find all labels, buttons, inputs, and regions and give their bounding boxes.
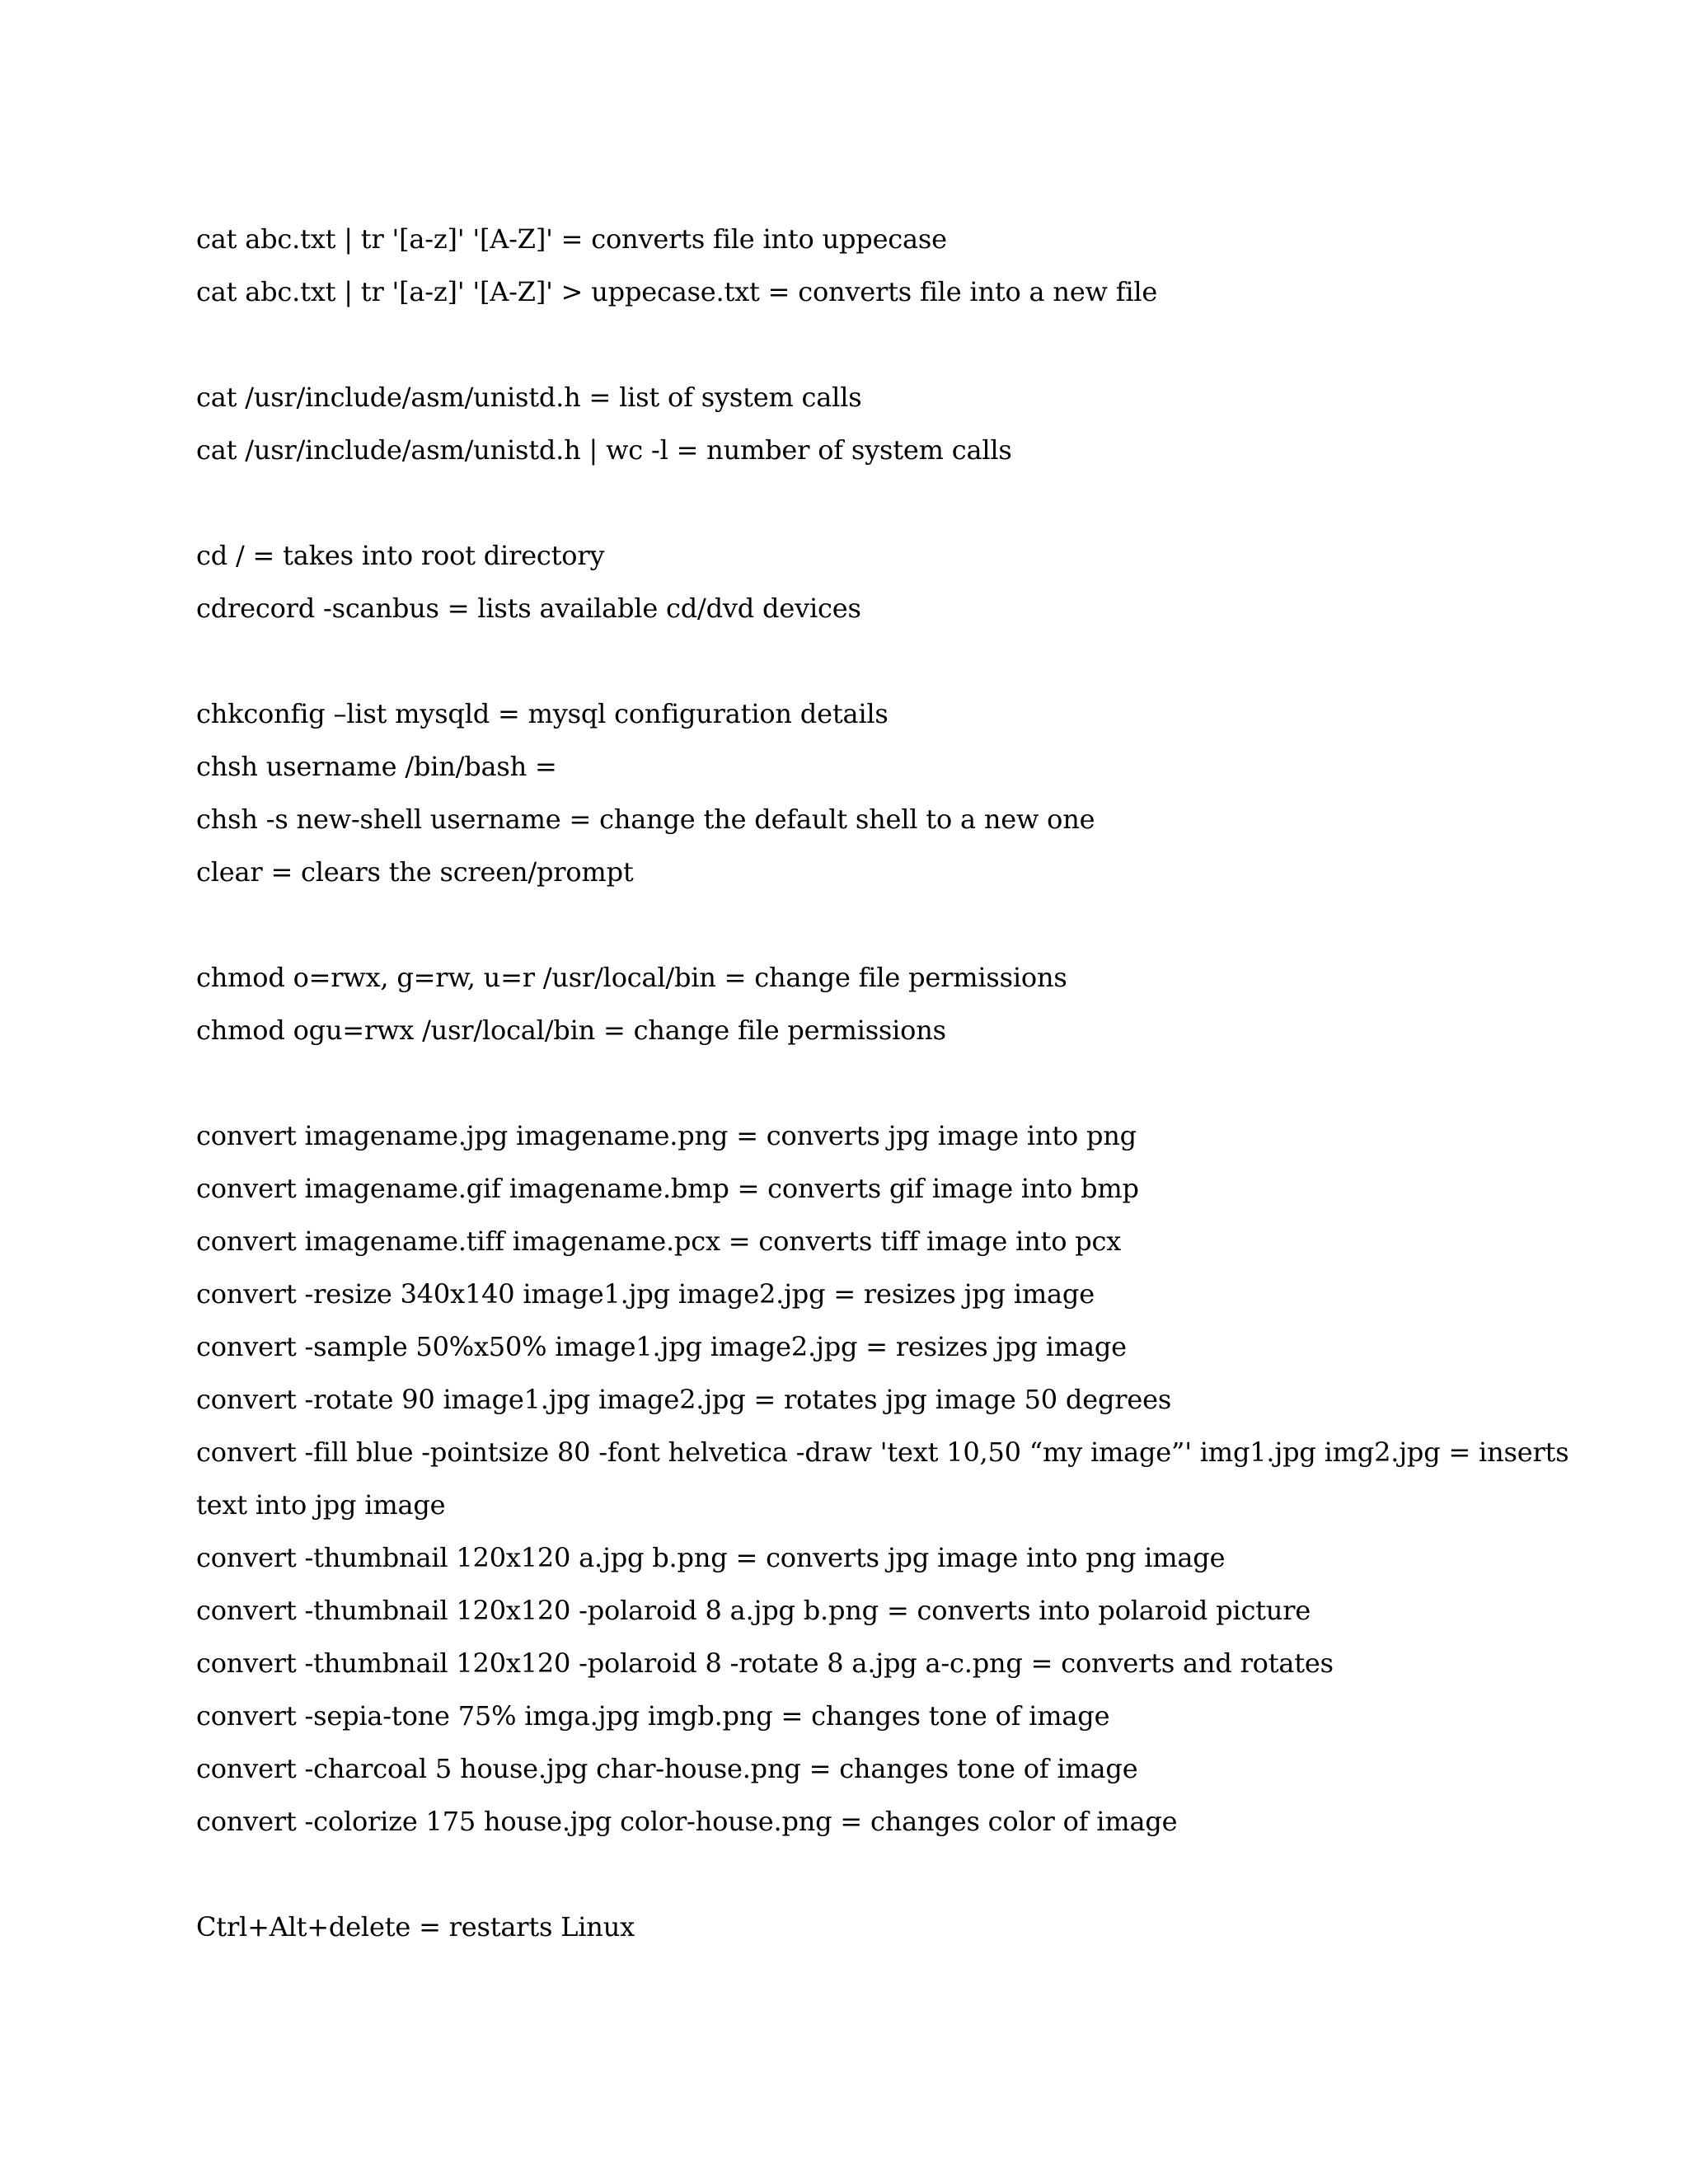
text-line: convert -sample 50%x50% image1.jpg image2.jpg = resizes jpg image [196, 1331, 1127, 1362]
text-line: clear = clears the screen/prompt [196, 856, 634, 888]
text-line: convert -thumbnail 120x120 a.jpg b.png = converts jpg image into png image [196, 1542, 1226, 1573]
text-line: convert -sepia-tone 75% imga.jpg imgb.png = changes tone of image [196, 1700, 1110, 1732]
text-line: chkconfig –list mysqld = mysql configuration details [196, 698, 889, 729]
text-line: cat /usr/include/asm/unistd.h = list of system calls [196, 382, 862, 413]
text-line: chsh -s new-shell username = change the default shell to a new one [196, 804, 1095, 835]
text-line: convert -rotate 90 image1.jpg image2.jpg = rotates jpg image 50 degrees [196, 1384, 1172, 1415]
group-chmod [196, 951, 1498, 1057]
group-ctrl-alt-delete [196, 1900, 1498, 1953]
group-chkconfig-chsh-clear [196, 687, 1498, 898]
text-line: convert -resize 340x140 image1.jpg image2.jpg = resizes jpg image [196, 1278, 1095, 1310]
text-line: convert imagename.gif imagename.bmp = converts gif image into bmp [196, 1173, 1139, 1204]
text-line: chsh username /bin/bash = [196, 751, 557, 782]
text-line: convert -thumbnail 120x120 -polaroid 8 a.jpg b.png = converts into polaroid picture [196, 1595, 1311, 1626]
group-cat-tr [196, 213, 1498, 318]
text-line: cat abc.txt | tr '[a-z]' '[A-Z]' > uppecase.txt = converts file into a new file [196, 276, 1158, 307]
text-line: Ctrl+Alt+delete = restarts Linux [196, 1911, 635, 1943]
text-line: convert -colorize 175 house.jpg color-house.png = changes color of image [196, 1806, 1178, 1837]
group-cd [196, 529, 1498, 635]
text-line: convert -fill blue -pointsize 80 -font helvetica -draw 'text 10,50 “my image”' img1.jpg img2.jpg = inserts [196, 1436, 1569, 1468]
text-line: convert -thumbnail 120x120 -polaroid 8 -rotate 8 a.jpg a-c.png = converts and rotates [196, 1647, 1334, 1679]
text-line: convert imagename.tiff imagename.pcx = converts tiff image into pcx [196, 1226, 1122, 1257]
text-line: text into jpg image [196, 1489, 446, 1521]
text-line: chmod o=rwx, g=rw, u=r /usr/local/bin = change file permissions [196, 962, 1067, 993]
text-line: cat abc.txt | tr '[a-z]' '[A-Z]' = converts file into uppecase [196, 223, 947, 255]
text-line: convert imagename.jpg imagename.png = converts jpg image into png [196, 1120, 1137, 1151]
group-cat-unistd [196, 371, 1498, 476]
text-line: convert -charcoal 5 house.jpg char-house.png = changes tone of image [196, 1753, 1138, 1784]
text-line: cdrecord -scanbus = lists available cd/dvd devices [196, 593, 861, 624]
text-line: cd / = takes into root directory [196, 540, 605, 571]
group-convert [196, 1109, 1569, 1848]
text-line: cat /usr/include/asm/unistd.h | wc -l = number of system calls [196, 434, 1012, 466]
text-line: chmod ogu=rwx /usr/local/bin = change file permissions [196, 1015, 946, 1046]
document-body [196, 213, 1569, 1953]
